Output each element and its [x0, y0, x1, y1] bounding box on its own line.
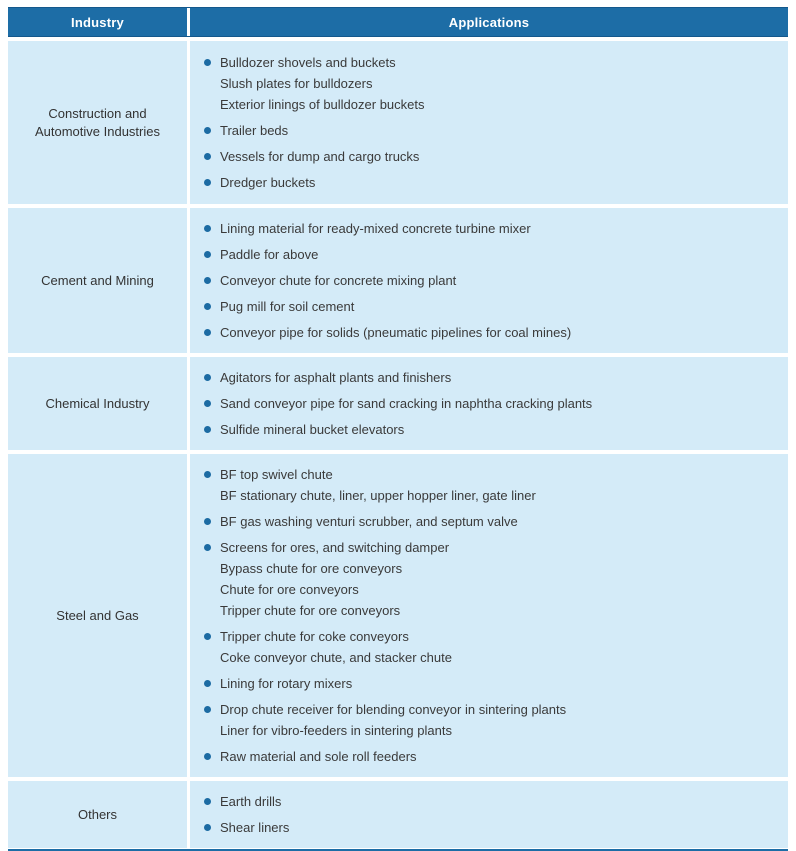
application-lines	[220, 244, 778, 265]
bullet-icon	[204, 225, 211, 232]
applications-cell	[190, 357, 788, 450]
application-line: Conveyor pipe for solids (pneumatic pipelines for coal mines)	[220, 325, 572, 340]
application-item	[204, 52, 778, 115]
application-item	[204, 791, 778, 812]
application-line: Vessels for dump and cargo trucks	[220, 149, 420, 164]
application-line: Sand conveyor pipe for sand cracking in naphtha cracking plants	[220, 396, 593, 411]
application-line: Tripper chute for ore conveyors	[220, 603, 401, 618]
industry-cell	[8, 357, 190, 450]
application-lines	[220, 393, 778, 414]
application-line: BF stationary chute, liner, upper hopper liner, gate liner	[220, 488, 536, 503]
application-line: Liner for vibro-feeders in sintering plants	[220, 723, 452, 738]
table-row	[8, 781, 788, 848]
application-lines	[220, 322, 778, 343]
application-line: Trailer beds	[220, 123, 289, 138]
application-lines	[220, 791, 778, 812]
applications-cell	[190, 781, 788, 848]
application-line: Bypass chute for ore conveyors	[220, 561, 403, 576]
application-lines	[220, 120, 778, 141]
bullet-icon	[204, 471, 211, 478]
bullet-icon	[204, 329, 211, 336]
application-item	[204, 244, 778, 265]
bullet-icon	[204, 753, 211, 760]
application-item	[204, 817, 778, 838]
application-lines	[220, 52, 778, 115]
application-lines	[220, 218, 778, 239]
applications-cell	[190, 208, 788, 353]
industry-cell	[8, 781, 190, 848]
applications-cell	[190, 41, 788, 204]
application-lines	[220, 419, 778, 440]
application-line: Sulfide mineral bucket elevators	[220, 422, 405, 437]
application-line: BF gas washing venturi scrubber, and septum valve	[220, 514, 518, 529]
application-line: Tripper chute for coke conveyors	[220, 629, 409, 644]
application-item	[204, 172, 778, 193]
application-lines	[220, 746, 778, 767]
application-lines	[220, 537, 778, 621]
application-lines	[220, 146, 778, 167]
application-line: Agitators for asphalt plants and finishers	[220, 370, 452, 385]
application-line: Shear liners	[220, 820, 290, 835]
industry-cell	[8, 454, 190, 777]
bullet-icon	[204, 824, 211, 831]
application-line: Dredger buckets	[220, 175, 316, 190]
bullet-icon	[204, 303, 211, 310]
application-item	[204, 393, 778, 414]
application-item	[204, 146, 778, 167]
application-item	[204, 296, 778, 317]
bullet-icon	[204, 633, 211, 640]
application-line: BF top swivel chute	[220, 467, 333, 482]
application-line: Coke conveyor chute, and stacker chute	[220, 650, 452, 665]
industry-cell	[8, 208, 190, 353]
column-header-industry: Industry	[8, 8, 190, 36]
applications-cell	[190, 454, 788, 777]
application-item	[204, 699, 778, 741]
bullet-icon	[204, 680, 211, 687]
application-item	[204, 626, 778, 668]
application-item	[204, 120, 778, 141]
application-line: Raw material and sole roll feeders	[220, 749, 417, 764]
table-row	[8, 41, 788, 204]
table-row	[8, 208, 788, 353]
application-lines	[220, 464, 778, 506]
industry-label: Cement and Mining	[41, 272, 154, 288]
application-lines	[220, 270, 778, 291]
industry-label: Others	[77, 806, 117, 822]
bullet-icon	[204, 251, 211, 258]
application-item	[204, 746, 778, 767]
bullet-icon	[204, 518, 211, 525]
industry-label: Chemical Industry	[45, 395, 150, 411]
application-lines	[220, 817, 778, 838]
application-line: Slush plates for bulldozers	[220, 76, 373, 91]
application-line: Screens for ores, and switching damper	[220, 540, 450, 555]
application-item	[204, 218, 778, 239]
application-item	[204, 367, 778, 388]
table-body	[8, 41, 788, 848]
application-item	[204, 537, 778, 621]
bullet-icon	[204, 153, 211, 160]
application-line: Exterior linings of bulldozer buckets	[220, 97, 425, 112]
bullet-icon	[204, 374, 211, 381]
bullet-icon	[204, 544, 211, 551]
bullet-icon	[204, 277, 211, 284]
bullet-icon	[204, 798, 211, 805]
application-line: Bulldozer shovels and buckets	[220, 55, 396, 70]
industry-cell	[8, 41, 190, 204]
application-item	[204, 322, 778, 343]
industry-label: Steel and Gas	[56, 607, 139, 623]
application-line: Lining for rotary mixers	[220, 676, 353, 691]
application-item	[204, 270, 778, 291]
application-item	[204, 419, 778, 440]
bullet-icon	[204, 179, 211, 186]
application-lines	[220, 172, 778, 193]
application-line: Pug mill for soil cement	[220, 299, 355, 314]
table-header-row	[8, 7, 788, 37]
application-line: Chute for ore conveyors	[220, 582, 359, 597]
table-row	[8, 454, 788, 777]
application-line: Drop chute receiver for blending conveyor in sintering plants	[220, 702, 567, 717]
industry-applications-table	[8, 7, 788, 851]
application-item	[204, 511, 778, 532]
application-lines	[220, 296, 778, 317]
industry-label: Construction and	[48, 105, 147, 121]
application-line: Lining material for ready-mixed concrete turbine mixer	[220, 221, 531, 236]
application-lines	[220, 699, 778, 741]
application-lines	[220, 511, 778, 532]
application-lines	[220, 673, 778, 694]
table-row	[8, 357, 788, 450]
application-item	[204, 673, 778, 694]
application-item	[204, 464, 778, 506]
bullet-icon	[204, 127, 211, 134]
bullet-icon	[204, 400, 211, 407]
bullet-icon	[204, 426, 211, 433]
bullet-icon	[204, 706, 211, 713]
application-line: Paddle for above	[220, 247, 319, 262]
application-line: Earth drills	[220, 794, 282, 809]
industry-label: Automotive Industries	[34, 123, 160, 139]
bullet-icon	[204, 59, 211, 66]
application-line: Conveyor chute for concrete mixing plant	[220, 273, 457, 288]
application-lines	[220, 626, 778, 668]
column-header-applications: Applications	[448, 14, 530, 30]
application-lines	[220, 367, 778, 388]
